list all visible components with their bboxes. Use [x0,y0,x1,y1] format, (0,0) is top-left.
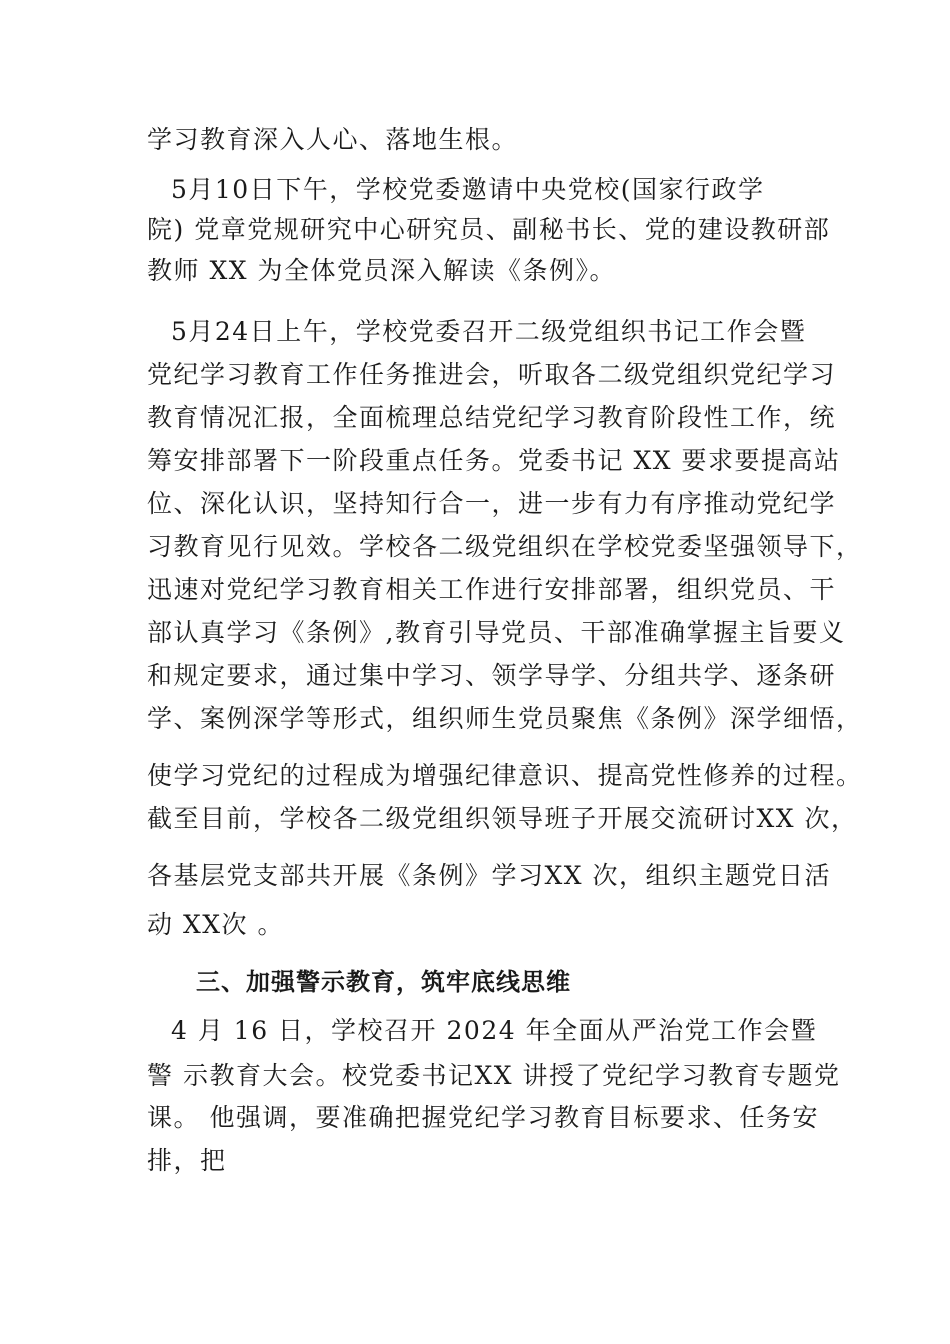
text-line: 院) 党章党规研究中心研究员、副秘书长、党的建设教研部 [147,215,831,244]
text-line: 警 示教育大会。校党委书记XX 讲授了党纪学习教育专题党 [147,1061,841,1090]
text-line: 迅速对党纪学习教育相关工作进行安排部署，组织党员、干 [147,575,837,604]
text-line: 习教育见行见效。学校各二级党组织在学校党委坚强领导下， [147,532,863,561]
text-line: 学习教育深入人心、落地生根。 [147,125,519,154]
text-line: 使学习党纪的过程成为增强纪律意识、提高党性修养的过程。 [147,761,863,790]
text-line: 党纪学习教育工作任务推进会，听取各二级党组织党纪学习 [147,360,837,389]
text-line: 位、深化认识，坚持知行合一，进一步有力有序推动党纪学 [147,489,837,518]
text-line: 学、案例深学等形式，组织师生党员聚焦《条例》深学细悟， [147,704,863,733]
text-line: 动 XX次 。 [147,910,284,939]
text-line: 截至目前，学校各二级党组织领导班子开展交流研讨XX 次， [147,804,858,833]
text-line: 各基层党支部共开展《条例》学习XX 次，组织主题党日活 [147,861,832,890]
section-heading: 三、加强警示教育，筑牢底线思维 [196,968,571,996]
text-line: 筹安排部署下一阶段重点任务。党委书记 XX 要求要提高站 [147,446,841,475]
text-line: 教师 XX 为全体党员深入解读《条例》。 [147,256,616,285]
text-line: 课。 他强调，要准确把握党纪学习教育目标要求、任务安 [147,1103,819,1132]
text-line: 5月24日上午，学校党委召开二级党组织书记工作会暨 [171,317,807,346]
text-line: 5月10日下午，学校党委邀请中央党校(国家行政学 [171,175,765,204]
text-line: 和规定要求，通过集中学习、领学导学、分组共学、逐条研 [147,661,837,690]
text-line: 排，把 [147,1146,227,1175]
text-line: 4 月 16 日，学校召开 2024 年全面从严治党工作会暨 [171,1016,818,1045]
text-line: 教育情况汇报，全面梳理总结党纪学习教育阶段性工作，统 [147,403,837,432]
text-line: 部认真学习《条例》,教育引导党员、干部准确掌握主旨要义 [147,618,846,647]
